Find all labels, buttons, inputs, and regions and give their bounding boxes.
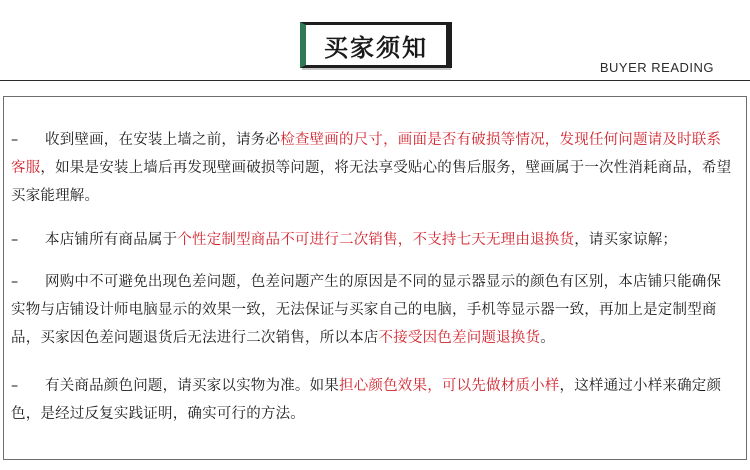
highlight-text: 不接受因色差问题退换货	[378, 330, 541, 346]
highlight-text: 担心颜色效果，可以先做材质小样	[339, 378, 560, 394]
text: 收到壁画，在安装上墙之前，请务必	[45, 132, 281, 148]
text: 本店铺所有商品属于	[45, 232, 178, 248]
notice-paragraph-inspection	[11, 126, 735, 210]
notice-paragraph-color-difference	[11, 268, 735, 352]
bullet-dash: –	[11, 274, 19, 290]
highlight-text: 检查壁画的尺寸，画面是否有破损等情况，发现任何问题请及时联系客服	[11, 132, 722, 176]
bullet-dash: –	[11, 132, 19, 148]
page-title: 买家须知	[324, 32, 428, 62]
header-divider	[0, 80, 750, 81]
title-badge	[300, 22, 449, 68]
notice-paragraph-custom-goods	[11, 226, 735, 254]
text: ，请买家谅解；	[574, 232, 678, 248]
notice-paragraph-sample	[11, 372, 735, 428]
text: 网购中不可避免出现色差问题，色差问题产生的原因是不同的显示器显示的颜色有区别，本店铺只能确保实物与店铺设计师电脑显示的效果一致，无法保证与买家自己的电脑，手机等显示器一致，再加上是定制型商品，买家因色差问题退货后无法进行二次销售，所以本店	[11, 274, 722, 346]
highlight-text: 个性定制型商品不可进行二次销售，不支持七天无理由退换货	[177, 232, 575, 248]
text: ，如果是安装上墙后再发现壁画破损等问题，将无法享受贴心的售后服务，壁画属于一次性消耗商品，希望买家能理解。	[11, 160, 732, 204]
text: 有关商品颜色问题，请买家以实物为准。如果	[45, 378, 339, 394]
bullet-dash: –	[11, 378, 19, 394]
page-subtitle: BUYER READING	[599, 60, 714, 75]
text: ，这样通过小样来确定颜色，是经过反复实践证明，确实可行的方法。	[11, 378, 722, 422]
text: 。	[540, 330, 555, 346]
bullet-dash: –	[11, 232, 19, 248]
